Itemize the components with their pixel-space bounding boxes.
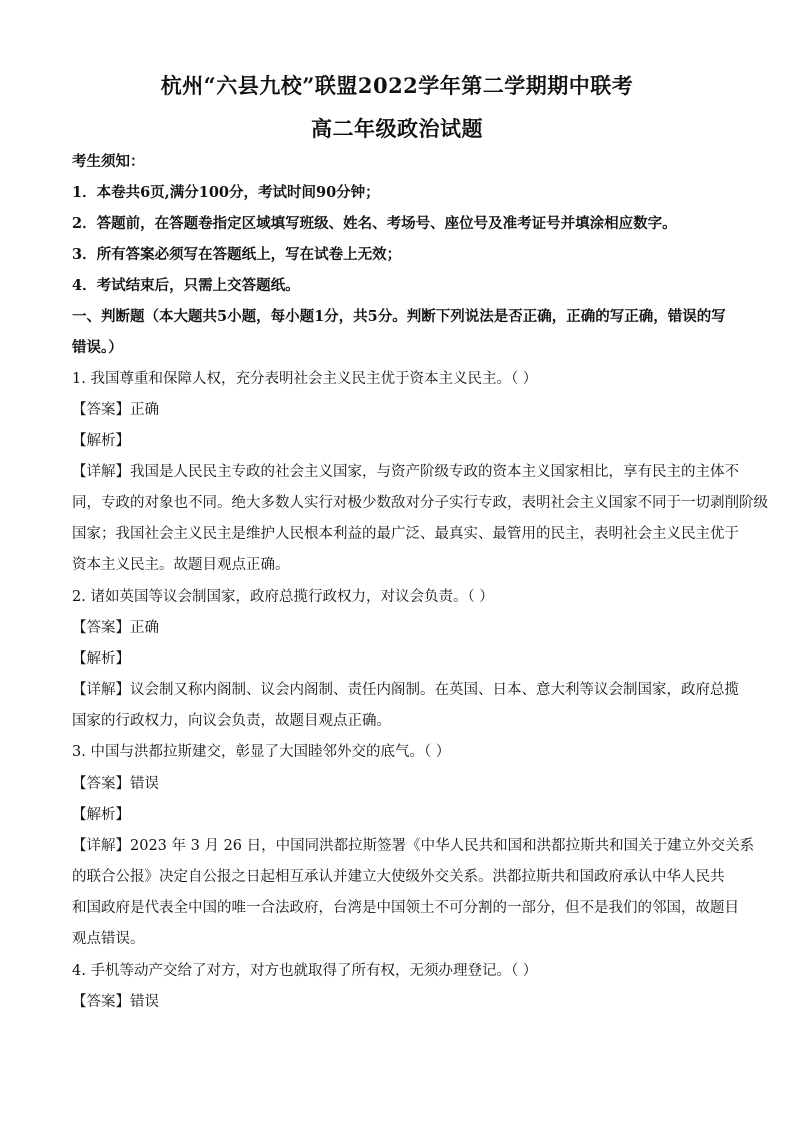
detail-line xyxy=(72,462,739,482)
detail-label: 【详解】 xyxy=(72,464,130,480)
answer-row xyxy=(72,992,722,1012)
section-heading-cont: 错误。） xyxy=(72,339,123,356)
notice-heading: 考生须知： xyxy=(72,153,145,170)
answer-value: 正确 xyxy=(130,402,159,418)
detail-line: 国家的行政权力，向议会负责，故题目观点正确。 xyxy=(72,713,391,729)
detail-text: 2023 年 3 月 26 日，中国同洪都拉斯签署《中华人民共和国和洪都拉斯共和国关于建立外交关系 xyxy=(130,838,755,854)
answer-row xyxy=(72,618,722,638)
notice-item: 3．所有答案必须写在答题纸上，写在试卷上无效； xyxy=(72,246,402,263)
answer-row xyxy=(72,400,722,420)
detail-text: 我国是人民民主专政的社会主义国家，与资产阶级专政的资本主义国家相比，享有民主的主体不 xyxy=(130,464,739,480)
question-stem: 1. 我国尊重和保障人权，充分表明社会主义民主优于资本主义民主。（ ） xyxy=(72,371,538,387)
answer-label: 【答案】 xyxy=(72,776,130,792)
answer-label: 【答案】 xyxy=(72,620,130,636)
detail-line: 和国政府是代表全中国的唯一合法政府，台湾是中国领土不可分割的一部分，但不是我们的邻国，故题目 xyxy=(72,900,739,916)
answer-label: 【答案】 xyxy=(72,994,130,1010)
document-title: 杭州“六县九校”联盟2022学年第二学期期中联考 xyxy=(160,73,634,98)
document-subtitle: 高二年级政治试题 xyxy=(311,116,483,141)
detail-line: 的联合公报》决定自公报之日起相互承认并建立大使级外交关系。洪都拉斯共和国政府承认中华人民共 xyxy=(72,869,725,885)
answer-value: 错误 xyxy=(130,776,159,792)
analysis-label: 【解析】 xyxy=(72,807,130,823)
detail-line: 国家；我国社会主义民主是维护人民根本利益的最广泛、最真实、最管用的民主，表明社会主义民主优于 xyxy=(72,526,739,542)
question-stem: 2. 诸如英国等议会制国家，政府总揽行政权力，对议会负责。（ ） xyxy=(72,589,494,605)
detail-label: 【详解】 xyxy=(72,838,130,854)
detail-line xyxy=(72,680,739,700)
detail-line xyxy=(72,836,755,856)
detail-line: 资本主义民主。故题目观点正确。 xyxy=(72,557,290,573)
analysis-label: 【解析】 xyxy=(72,651,130,667)
notice-item: 4．考试结束后，只需上交答题纸。 xyxy=(72,277,300,294)
analysis-label: 【解析】 xyxy=(72,433,130,449)
section-heading: 一、判断题（本大题共5小题，每小题1分，共5分。判断下列说法是否正确，正确的写正确，错误的写 xyxy=(72,308,726,325)
detail-line: 同，专政的对象也不同。绝大多数人实行对极少数敌对分子实行专政，表明社会主义国家不同于一切剥削阶级 xyxy=(72,495,768,511)
detail-line: 观点错误。 xyxy=(72,931,145,947)
notice-item: 1．本卷共6页,满分100分，考试时间90分钟； xyxy=(72,184,380,201)
notice-item: 2．答题前，在答题卷指定区域填写班级、姓名、考场号、座位号及准考证号并填涂相应数字。 xyxy=(72,215,677,232)
answer-value: 错误 xyxy=(130,994,159,1010)
answer-value: 正确 xyxy=(130,620,159,636)
answer-row xyxy=(72,774,722,794)
question-stem: 4. 手机等动产交给了对方，对方也就取得了所有权，无须办理登记。（ ） xyxy=(72,963,538,979)
detail-text: 议会制又称内阁制、议会内阁制、责任内阁制。在英国、日本、意大利等议会制国家，政府总揽 xyxy=(130,682,739,698)
answer-label: 【答案】 xyxy=(72,402,130,418)
question-stem: 3. 中国与洪都拉斯建交，彰显了大国睦邻外交的底气。（ ） xyxy=(72,744,451,760)
detail-label: 【详解】 xyxy=(72,682,130,698)
